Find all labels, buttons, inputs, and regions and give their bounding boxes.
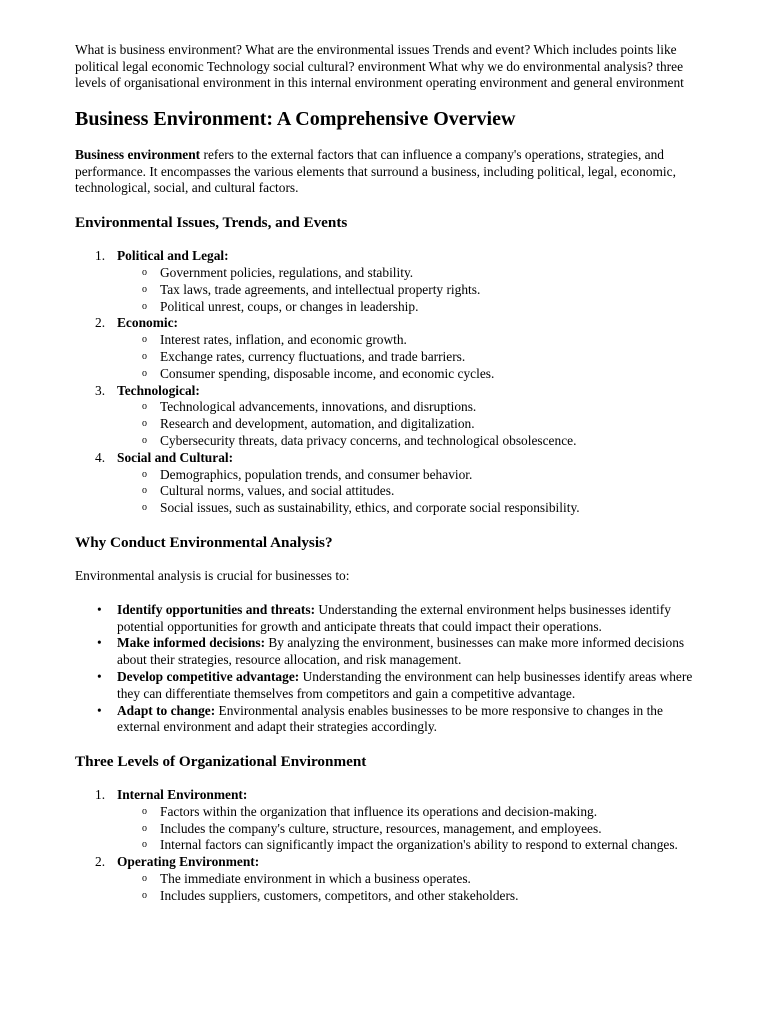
list-item-label: Operating Environment:: [117, 854, 260, 870]
circle-bullet-icon: o: [142, 334, 147, 346]
sub-list: [117, 871, 698, 905]
analysis-lead: Environmental analysis is crucial for businesses to:: [75, 567, 350, 583]
circle-bullet-icon: o: [142, 873, 147, 885]
list-number: 4.: [95, 449, 106, 465]
section-heading-levels: Three Levels of Organizational Environment: [75, 753, 367, 771]
list-number: 3.: [95, 382, 106, 398]
sub-list-item: o Exchange rates, currency fluctuations, and trade barriers.: [142, 348, 466, 364]
list-item-label: Economic:: [117, 315, 178, 331]
sub-list-item: o Interest rates, inflation, and economic growth.: [142, 332, 407, 348]
sub-list-item: o Internal factors can significantly impact the organization's ability to respond to external changes.: [142, 837, 678, 853]
circle-bullet-icon: o: [142, 468, 147, 480]
sub-list-item: o Consumer spending, disposable income, and economic cycles.: [142, 365, 495, 381]
list-item-label: Technological:: [117, 382, 200, 398]
sub-list-item: o Technological advancements, innovations, and disruptions.: [142, 399, 477, 415]
list-number: 2.: [95, 854, 106, 870]
analysis-list: [75, 602, 698, 736]
bullet-icon: •: [97, 668, 102, 684]
sub-list-item: o Includes suppliers, customers, competitors, and other stakeholders.: [142, 887, 519, 903]
circle-bullet-icon: o: [142, 889, 147, 901]
list-item-label: Political and Legal:: [117, 248, 229, 264]
definition-term: Business environment: [75, 146, 201, 162]
list-item: [75, 787, 698, 854]
intro-question: What is business environment? What are the environmental issues Trends and event? Which includes points like political legal economic Technology social cultural? environment What why we do environmental analysis? three levels of organisational environment in this internal environment operating environment and general environment: [75, 42, 684, 91]
sub-list-item: o Cybersecurity threats, data privacy concerns, and technological obsolescence.: [142, 432, 577, 448]
circle-bullet-icon: o: [142, 822, 147, 834]
sub-list: [117, 804, 698, 854]
circle-bullet-icon: o: [142, 434, 147, 446]
issues-list: [75, 248, 698, 517]
list-item: [75, 315, 698, 382]
circle-bullet-icon: o: [142, 266, 147, 278]
levels-list: [75, 787, 698, 905]
sub-list: [117, 332, 698, 382]
circle-bullet-icon: o: [142, 839, 147, 851]
list-item: [75, 248, 698, 315]
sub-list: [117, 399, 698, 449]
list-item: • Adapt to change: Environmental analysis enables businesses to be more responsive to changes in the external environment and adapt their strategies accordingly.: [97, 702, 663, 735]
section-heading-issues: Environmental Issues, Trends, and Events: [75, 214, 348, 232]
circle-bullet-icon: o: [142, 485, 147, 497]
definition-text: refers to the external factors that can influence a company's operations, strategies, and performance. It encompasses the various elements that surround a business, including political, legal, economic, technological, social, and cultural factors.: [75, 146, 676, 196]
list-number: 1.: [95, 248, 106, 264]
sub-list-item: o Research and development, automation, and digitalization.: [142, 416, 475, 432]
sub-list-item: o Cultural norms, values, and social attitudes.: [142, 483, 395, 499]
sub-list-item: o Demographics, population trends, and consumer behavior.: [142, 466, 473, 482]
section-heading-analysis: Why Conduct Environmental Analysis?: [75, 533, 333, 551]
list-item-label: Internal Environment:: [117, 787, 248, 803]
list-item: • Identify opportunities and threats: Understanding the external environment helps businesses identify potential opportunities for growth and anticipate threats that could impact their operations.: [97, 601, 671, 634]
circle-bullet-icon: o: [142, 502, 147, 514]
sub-list: [117, 265, 698, 315]
bullet-icon: •: [97, 601, 102, 617]
page-title: Business Environment: A Comprehensive Overview: [75, 107, 516, 130]
list-number: 1.: [95, 787, 106, 803]
list-item-label: Adapt to change:: [117, 702, 216, 718]
bullet-icon: •: [97, 635, 102, 651]
circle-bullet-icon: o: [142, 401, 147, 413]
sub-list-item: o Political unrest, coups, or changes in leadership.: [142, 298, 419, 314]
circle-bullet-icon: o: [142, 350, 147, 362]
sub-list-item: o The immediate environment in which a business operates.: [142, 871, 471, 887]
circle-bullet-icon: o: [142, 367, 147, 379]
sub-list-item: o Government policies, regulations, and stability.: [142, 264, 414, 280]
sub-list: [117, 467, 698, 517]
sub-list-item: o Social issues, such as sustainability, ethics, and corporate social responsibility.: [142, 500, 580, 516]
list-item: [75, 383, 698, 450]
list-item: [75, 450, 698, 517]
sub-list-item: o Tax laws, trade agreements, and intellectual property rights.: [142, 281, 481, 297]
list-number: 2.: [95, 315, 106, 331]
circle-bullet-icon: o: [142, 805, 147, 817]
sub-list-item: o Factors within the organization that influence its operations and decision-making.: [142, 803, 598, 819]
circle-bullet-icon: o: [142, 283, 147, 295]
list-item-label: Social and Cultural:: [117, 449, 234, 465]
list-item-label: Make informed decisions:: [117, 635, 266, 651]
bullet-icon: •: [97, 702, 102, 718]
list-item-label: Identify opportunities and threats:: [117, 601, 316, 617]
list-item-label: Develop competitive advantage:: [117, 668, 300, 684]
definition-paragraph: [75, 147, 698, 197]
sub-list-item: o Includes the company's culture, structure, resources, management, and employees.: [142, 820, 602, 836]
circle-bullet-icon: o: [142, 418, 147, 430]
list-item: • Make informed decisions: By analyzing the environment, businesses can make more informed decisions about their strategies, resource allocation, and risk management.: [97, 635, 685, 668]
list-item: [75, 854, 698, 904]
list-item: • Develop competitive advantage: Understanding the environment can help businesses identify areas where they can differentiate themselves from competitors and gain a competitive advantage.: [97, 668, 693, 701]
circle-bullet-icon: o: [142, 300, 147, 312]
